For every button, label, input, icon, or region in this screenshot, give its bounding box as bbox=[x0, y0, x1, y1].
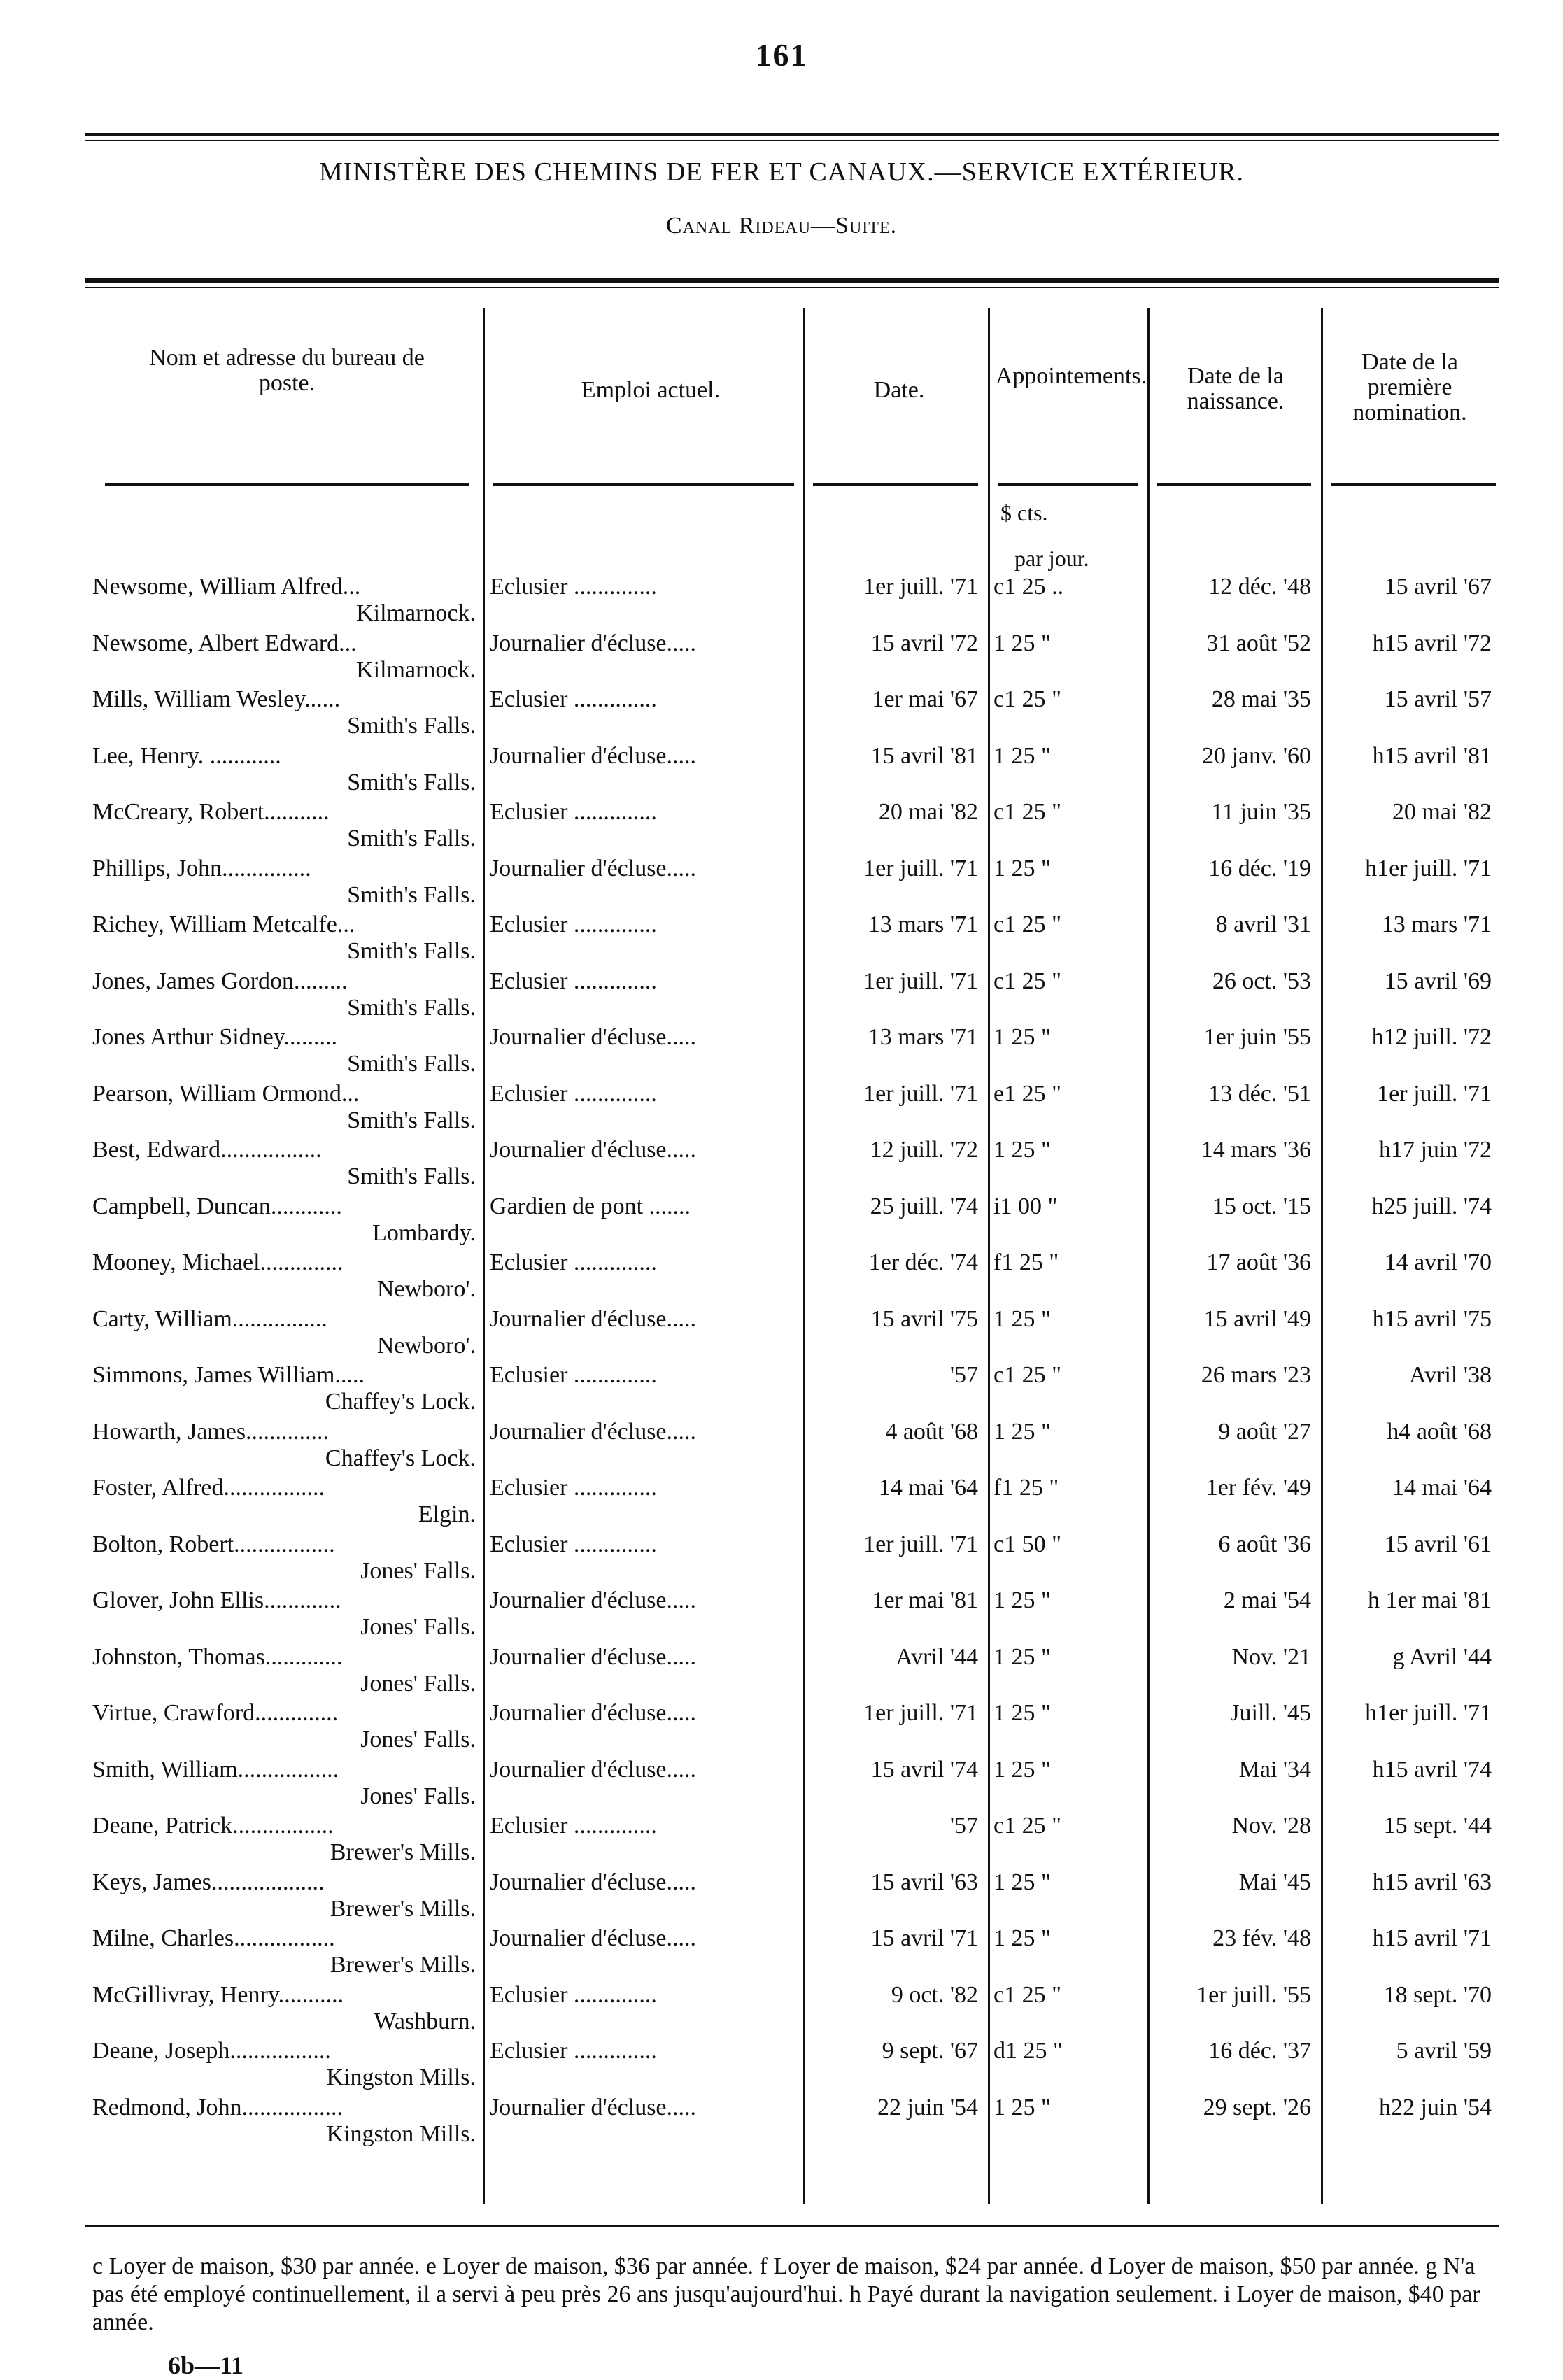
row-job: Journalier d'écluse..... bbox=[490, 1869, 697, 1895]
page-heading: MINISTÈRE DES CHEMINS DE FER ET CANAUX.—SERVICE EXTÉRIEUR. bbox=[319, 157, 1244, 187]
per-day-label: par jour. bbox=[1014, 546, 1089, 571]
row-pay: f1 25 " bbox=[993, 1249, 1059, 1275]
row-post-office: Smith's Falls. bbox=[347, 1107, 476, 1133]
page-subheading: Canal Rideau—Suite. bbox=[665, 213, 898, 239]
row-first-appointment: g Avril '44 bbox=[1392, 1644, 1492, 1670]
table-top-rule-thin bbox=[85, 287, 1499, 288]
row-job: Eclusier .............. bbox=[490, 574, 657, 600]
row-birth: 15 avril '49 bbox=[1203, 1306, 1311, 1332]
row-pay: 1 25 " bbox=[993, 1700, 1051, 1726]
row-first-appointment: 1er juill. '71 bbox=[1377, 1081, 1492, 1107]
row-first-appointment: 20 mai '82 bbox=[1392, 799, 1492, 825]
row-pay: d1 25 " bbox=[993, 2038, 1063, 2064]
row-date: 4 août '68 bbox=[885, 1419, 978, 1445]
row-job: Eclusier .............. bbox=[490, 1813, 657, 1839]
row-name: Keys, James................... bbox=[92, 1869, 325, 1895]
column-header-first: Date de la première nomination. bbox=[1352, 349, 1467, 425]
row-date: 1er juill. '71 bbox=[863, 1700, 978, 1726]
row-job: Journalier d'écluse..... bbox=[490, 1587, 697, 1613]
row-date: 15 avril '75 bbox=[870, 1306, 978, 1332]
row-post-office: Smith's Falls. bbox=[347, 882, 476, 908]
row-name: Foster, Alfred................. bbox=[92, 1475, 325, 1501]
row-pay: c1 25 " bbox=[993, 1982, 1061, 2008]
row-name: Bolton, Robert................. bbox=[92, 1531, 335, 1557]
row-birth: Nov. '21 bbox=[1231, 1644, 1311, 1670]
row-first-appointment: h15 avril '72 bbox=[1372, 630, 1492, 656]
row-first-appointment: 14 avril '70 bbox=[1384, 1249, 1492, 1275]
table-top-rule bbox=[85, 278, 1499, 283]
row-pay: e1 25 " bbox=[993, 1081, 1061, 1107]
row-name: Smith, William................. bbox=[92, 1757, 339, 1783]
row-post-office: Smith's Falls. bbox=[347, 770, 476, 795]
row-birth: 31 août '52 bbox=[1206, 630, 1311, 656]
row-post-office: Jones' Falls. bbox=[360, 1558, 476, 1584]
row-date: 13 mars '71 bbox=[868, 912, 978, 937]
row-first-appointment: 15 sept. '44 bbox=[1383, 1813, 1492, 1839]
row-first-appointment: h1er juill. '71 bbox=[1365, 1700, 1492, 1726]
header-underline bbox=[493, 483, 794, 486]
row-job: Eclusier .............. bbox=[490, 1982, 657, 2008]
sheet-signature: 6b—11 bbox=[168, 2351, 244, 2379]
row-first-appointment: h25 juill. '74 bbox=[1371, 1193, 1492, 1219]
row-name: Best, Edward................. bbox=[92, 1137, 322, 1163]
row-birth: 23 fév. '48 bbox=[1212, 1925, 1311, 1951]
row-name: Newsome, William Alfred... bbox=[92, 574, 361, 600]
header-underline bbox=[998, 483, 1138, 486]
row-pay: 1 25 " bbox=[993, 1024, 1051, 1050]
row-pay: c1 25 .. bbox=[993, 574, 1064, 600]
row-birth: 26 oct. '53 bbox=[1212, 968, 1311, 994]
row-birth: 16 déc. '37 bbox=[1208, 2038, 1311, 2064]
row-name: Milne, Charles................. bbox=[92, 1925, 335, 1951]
header-underline bbox=[105, 483, 469, 486]
row-post-office: Kilmarnock. bbox=[356, 657, 476, 683]
row-job: Journalier d'écluse..... bbox=[490, 1024, 697, 1050]
row-name: Phillips, John............... bbox=[92, 856, 311, 881]
row-date: 25 juill. '74 bbox=[870, 1193, 978, 1219]
column-header-date: Date. bbox=[873, 377, 925, 403]
row-post-office: Brewer's Mills. bbox=[330, 1952, 476, 1978]
row-job: Journalier d'écluse..... bbox=[490, 856, 697, 881]
row-birth: 2 mai '54 bbox=[1223, 1587, 1311, 1613]
row-post-office: Jones' Falls. bbox=[360, 1727, 476, 1752]
row-post-office: Brewer's Mills. bbox=[330, 1839, 476, 1865]
row-first-appointment: h4 août '68 bbox=[1387, 1419, 1492, 1445]
row-birth: 17 août '36 bbox=[1206, 1249, 1311, 1275]
row-post-office: Elgin. bbox=[418, 1501, 476, 1527]
row-post-office: Jones' Falls. bbox=[360, 1614, 476, 1640]
row-job: Eclusier .............. bbox=[490, 799, 657, 825]
row-birth: Nov. '28 bbox=[1231, 1813, 1311, 1839]
row-first-appointment: 13 mars '71 bbox=[1381, 912, 1492, 937]
row-first-appointment: 14 mai '64 bbox=[1392, 1475, 1492, 1501]
row-post-office: Smith's Falls. bbox=[347, 826, 476, 851]
row-first-appointment: h15 avril '75 bbox=[1372, 1306, 1492, 1332]
row-post-office: Kilmarnock. bbox=[356, 600, 476, 626]
row-post-office: Smith's Falls. bbox=[347, 713, 476, 739]
row-birth: 1er juill. '55 bbox=[1196, 1982, 1311, 2008]
row-post-office: Smith's Falls. bbox=[347, 1163, 476, 1189]
row-birth: 14 mars '36 bbox=[1201, 1137, 1311, 1163]
row-name: McCreary, Robert........... bbox=[92, 799, 330, 825]
row-post-office: Lombardy. bbox=[372, 1220, 476, 1246]
row-post-office: Smith's Falls. bbox=[347, 938, 476, 964]
row-job: Journalier d'écluse..... bbox=[490, 2095, 697, 2120]
row-pay: 1 25 " bbox=[993, 1587, 1051, 1613]
row-birth: 1er fév. '49 bbox=[1205, 1475, 1311, 1501]
top-rule-thin bbox=[85, 140, 1499, 141]
row-birth: 8 avril '31 bbox=[1215, 912, 1311, 937]
row-name: Carty, William................ bbox=[92, 1306, 327, 1332]
row-pay: i1 00 " bbox=[993, 1193, 1058, 1219]
row-birth: 15 oct. '15 bbox=[1212, 1193, 1311, 1219]
row-job: Journalier d'écluse..... bbox=[490, 1306, 697, 1332]
row-post-office: Jones' Falls. bbox=[360, 1671, 476, 1697]
column-header-job: Emploi actuel. bbox=[581, 377, 721, 403]
row-pay: 1 25 " bbox=[993, 743, 1051, 769]
row-first-appointment: h15 avril '81 bbox=[1372, 743, 1492, 769]
row-birth: 26 mars '23 bbox=[1201, 1362, 1311, 1388]
row-name: Campbell, Duncan............ bbox=[92, 1193, 342, 1219]
row-job: Eclusier .............. bbox=[490, 1531, 657, 1557]
row-pay: 1 25 " bbox=[993, 856, 1051, 881]
column-divider bbox=[1321, 308, 1323, 2204]
row-post-office: Washburn. bbox=[374, 2009, 476, 2034]
row-post-office: Chaffey's Lock. bbox=[325, 1445, 476, 1471]
row-date: 1er juill. '71 bbox=[863, 1081, 978, 1107]
row-job: Eclusier .............. bbox=[490, 1475, 657, 1501]
row-pay: c1 50 " bbox=[993, 1531, 1061, 1557]
row-post-office: Smith's Falls. bbox=[347, 1051, 476, 1077]
row-name: Newsome, Albert Edward... bbox=[92, 630, 357, 656]
row-job: Eclusier .............. bbox=[490, 2038, 657, 2064]
row-name: Redmond, John................. bbox=[92, 2095, 343, 2120]
row-post-office: Kingston Mills. bbox=[326, 2121, 476, 2147]
column-divider bbox=[803, 308, 805, 2204]
column-header-pay: Appointements. bbox=[995, 363, 1147, 389]
row-pay: c1 25 " bbox=[993, 1362, 1061, 1388]
row-date: 12 juill. '72 bbox=[870, 1137, 978, 1163]
row-post-office: Smith's Falls. bbox=[347, 995, 476, 1021]
row-name: Deane, Patrick................. bbox=[92, 1813, 334, 1839]
header-underline bbox=[1331, 483, 1496, 486]
header-underline bbox=[813, 483, 978, 486]
row-name: Simmons, James William..... bbox=[92, 1362, 365, 1388]
row-pay: c1 25 " bbox=[993, 686, 1061, 712]
row-date: '57 bbox=[949, 1813, 978, 1839]
row-first-appointment: h 1er mai '81 bbox=[1367, 1587, 1492, 1613]
row-job: Eclusier .............. bbox=[490, 1081, 657, 1107]
row-name: Richey, William Metcalfe... bbox=[92, 912, 355, 937]
row-name: Johnston, Thomas............. bbox=[92, 1644, 343, 1670]
row-job: Eclusier .............. bbox=[490, 1249, 657, 1275]
row-job: Gardien de pont ....... bbox=[490, 1193, 691, 1219]
currency-label: $ cts. bbox=[1000, 500, 1048, 525]
row-date: 9 sept. '67 bbox=[882, 2038, 978, 2064]
row-pay: 1 25 " bbox=[993, 1925, 1051, 1951]
row-date: 9 oct. '82 bbox=[891, 1982, 978, 2008]
row-pay: c1 25 " bbox=[993, 968, 1061, 994]
row-pay: 1 25 " bbox=[993, 1306, 1051, 1332]
row-name: Pearson, William Ormond... bbox=[92, 1081, 360, 1107]
row-birth: 16 déc. '19 bbox=[1208, 856, 1311, 881]
row-post-office: Kingston Mills. bbox=[326, 2064, 476, 2090]
row-first-appointment: 15 avril '61 bbox=[1384, 1531, 1492, 1557]
row-date: 15 avril '63 bbox=[870, 1869, 978, 1895]
row-pay: 1 25 " bbox=[993, 630, 1051, 656]
row-first-appointment: h1er juill. '71 bbox=[1365, 856, 1492, 881]
row-birth: 9 août '27 bbox=[1218, 1419, 1311, 1445]
row-date: 15 avril '72 bbox=[870, 630, 978, 656]
row-birth: Juill. '45 bbox=[1230, 1700, 1311, 1726]
row-job: Journalier d'écluse..... bbox=[490, 630, 697, 656]
row-date: Avril '44 bbox=[896, 1644, 978, 1670]
row-first-appointment: h17 juin '72 bbox=[1378, 1137, 1492, 1163]
row-pay: f1 25 " bbox=[993, 1475, 1059, 1501]
row-first-appointment: 15 avril '67 bbox=[1384, 574, 1492, 600]
row-date: 20 mai '82 bbox=[878, 799, 978, 825]
row-first-appointment: h22 juin '54 bbox=[1378, 2095, 1492, 2120]
row-first-appointment: h15 avril '74 bbox=[1372, 1757, 1492, 1783]
row-post-office: Newboro'. bbox=[376, 1333, 476, 1359]
row-birth: 28 mai '35 bbox=[1211, 686, 1311, 712]
row-job: Eclusier .............. bbox=[490, 968, 657, 994]
row-date: 22 juin '54 bbox=[877, 2095, 978, 2120]
row-pay: 1 25 " bbox=[993, 1419, 1051, 1445]
top-rule bbox=[85, 133, 1499, 136]
row-date: 14 mai '64 bbox=[878, 1475, 978, 1501]
footnotes: c Loyer de maison, $30 par année. e Loyer de maison, $36 par année. f Loyer de maison, $24 par année. d Loyer de maison, $50 par année. g N'a pas été employé continuellement, il a servi à peu près 26 ans jusqu'aujourd'hui. h Payé durant la navigation seulement. i Loyer de maison, $40 par année. bbox=[92, 2253, 1480, 2335]
row-first-appointment: 15 avril '69 bbox=[1384, 968, 1492, 994]
header-underline bbox=[1157, 483, 1311, 486]
row-first-appointment: h15 avril '63 bbox=[1372, 1869, 1492, 1895]
row-birth: 29 sept. '26 bbox=[1203, 2095, 1311, 2120]
row-date: 1er mai '67 bbox=[872, 686, 978, 712]
column-header-birth: Date de la naissance. bbox=[1187, 363, 1285, 414]
row-pay: c1 25 " bbox=[993, 799, 1061, 825]
row-name: Jones, James Gordon......... bbox=[92, 968, 348, 994]
row-first-appointment: 18 sept. '70 bbox=[1383, 1982, 1492, 2008]
column-divider bbox=[483, 308, 485, 2204]
table-bottom-rule bbox=[85, 2225, 1499, 2227]
page-number: 161 bbox=[755, 37, 808, 73]
row-birth: Mai '34 bbox=[1238, 1757, 1311, 1783]
row-name: Deane, Joseph................. bbox=[92, 2038, 331, 2064]
row-name: Jones Arthur Sidney......... bbox=[92, 1024, 338, 1050]
row-name: Virtue, Crawford.............. bbox=[92, 1700, 339, 1726]
row-name: Lee, Henry. ............ bbox=[92, 743, 281, 769]
row-pay: 1 25 " bbox=[993, 2095, 1051, 2120]
row-date: 1er juill. '71 bbox=[863, 856, 978, 881]
row-post-office: Newboro'. bbox=[376, 1276, 476, 1302]
row-job: Eclusier .............. bbox=[490, 1362, 657, 1388]
row-pay: 1 25 " bbox=[993, 1644, 1051, 1670]
row-first-appointment: 5 avril '59 bbox=[1396, 2038, 1492, 2064]
row-job: Eclusier .............. bbox=[490, 912, 657, 937]
row-date: '57 bbox=[949, 1362, 978, 1388]
row-post-office: Brewer's Mills. bbox=[330, 1896, 476, 1922]
row-post-office: Jones' Falls. bbox=[360, 1783, 476, 1809]
row-date: 1er juill. '71 bbox=[863, 1531, 978, 1557]
row-first-appointment: h15 avril '71 bbox=[1372, 1925, 1492, 1951]
row-pay: c1 25 " bbox=[993, 912, 1061, 937]
row-birth: 20 janv. '60 bbox=[1202, 743, 1311, 769]
row-job: Journalier d'écluse..... bbox=[490, 1644, 697, 1670]
row-date: 15 avril '74 bbox=[870, 1757, 978, 1783]
row-first-appointment: 15 avril '57 bbox=[1384, 686, 1492, 712]
row-birth: 1er juin '55 bbox=[1203, 1024, 1311, 1050]
row-name: Glover, John Ellis............. bbox=[92, 1587, 341, 1613]
row-pay: c1 25 " bbox=[993, 1813, 1061, 1839]
column-divider bbox=[1147, 308, 1150, 2204]
column-divider bbox=[988, 308, 990, 2204]
row-birth: 12 déc. '48 bbox=[1208, 574, 1311, 600]
row-post-office: Chaffey's Lock. bbox=[325, 1389, 476, 1415]
row-first-appointment: h12 juill. '72 bbox=[1371, 1024, 1492, 1050]
column-header-name: Nom et adresse du bureau de poste. bbox=[149, 345, 425, 396]
row-pay: 1 25 " bbox=[993, 1137, 1051, 1163]
row-first-appointment: Avril '38 bbox=[1409, 1362, 1492, 1388]
row-job: Journalier d'écluse..... bbox=[490, 743, 697, 769]
row-job: Eclusier .............. bbox=[490, 686, 657, 712]
row-pay: 1 25 " bbox=[993, 1869, 1051, 1895]
row-date: 1er mai '81 bbox=[872, 1587, 978, 1613]
row-date: 1er déc. '74 bbox=[868, 1249, 978, 1275]
row-pay: 1 25 " bbox=[993, 1757, 1051, 1783]
row-date: 13 mars '71 bbox=[868, 1024, 978, 1050]
row-date: 1er juill. '71 bbox=[863, 968, 978, 994]
row-name: Mooney, Michael.............. bbox=[92, 1249, 344, 1275]
row-birth: 11 juin '35 bbox=[1211, 799, 1311, 825]
row-date: 15 avril '71 bbox=[870, 1925, 978, 1951]
row-birth: 6 août '36 bbox=[1218, 1531, 1311, 1557]
row-name: Mills, William Wesley...... bbox=[92, 686, 341, 712]
row-birth: 13 déc. '51 bbox=[1208, 1081, 1311, 1107]
row-name: McGillivray, Henry........... bbox=[92, 1982, 344, 2008]
row-job: Journalier d'écluse..... bbox=[490, 1137, 697, 1163]
row-birth: Mai '45 bbox=[1238, 1869, 1311, 1895]
row-job: Journalier d'écluse..... bbox=[490, 1700, 697, 1726]
row-job: Journalier d'écluse..... bbox=[490, 1925, 697, 1951]
row-date: 15 avril '81 bbox=[870, 743, 978, 769]
row-job: Journalier d'écluse..... bbox=[490, 1757, 697, 1783]
row-date: 1er juill. '71 bbox=[863, 574, 978, 600]
row-job: Journalier d'écluse..... bbox=[490, 1419, 697, 1445]
row-name: Howarth, James.............. bbox=[92, 1419, 330, 1445]
